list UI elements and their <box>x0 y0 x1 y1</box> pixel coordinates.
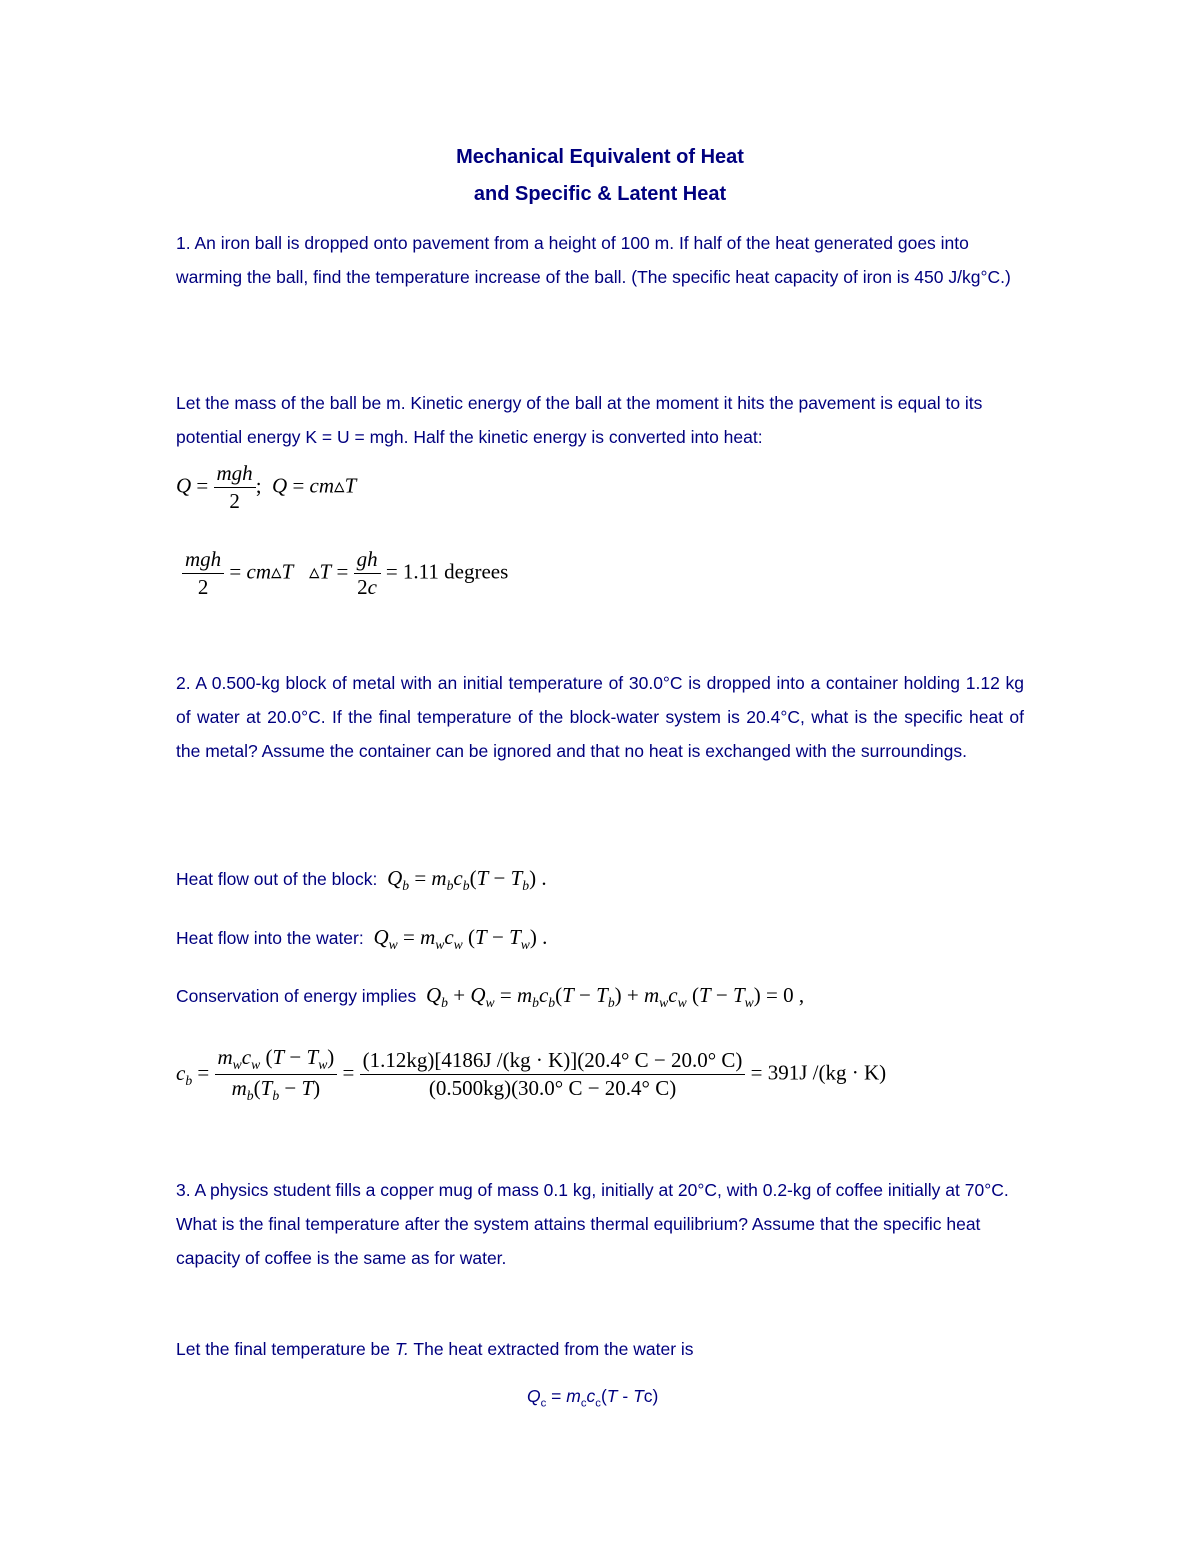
problem-3-solution <box>176 1341 694 1359</box>
conservation-label: Conservation of energy implies <box>176 986 417 1006</box>
equation-heat-from-fall: Q = $\frac{\text{mgh}}{2}$ ; Q = cm▵T <box>176 461 357 514</box>
problem-2-question: 2. A 0.500-kg block of metal with an initial temperature of 30.0°C is dropped into a container holding 1.12 kg of water at 20.0°C. If the final temperature of the block-water system is 20.4°C, what is the specific heat of the metal? Assume the container can be ignored and that no heat is exchanged with the surroundings. <box>176 673 1024 761</box>
heat-into-water: Heat flow into the water: $Q_w = m_wc_w$ $(T - T_w)$ . <box>176 925 548 953</box>
equation-specific-heat: $c_b$ = $\frac{m_wc_w (T - T_w)}{m_b(T_b - T)}$ = $\frac{(1.12kg)[4186J /(kg \cdot K)](20.4^\circ C - 20.0^\circ C)}{(0.500kg)(30.0^\circ C - 20.4^\circ C)}$ = 391J /(kg · K) <box>176 1045 887 1104</box>
temperature-rise-result: 1.11 degrees <box>402 559 509 584</box>
conservation-of-energy: Conservation of energy implies $Q_b + Q_w = m_bc_b(T - T_b) + m_wc_w$ $(T - T_w) = 0$ , <box>176 983 805 1011</box>
solution-variable: T. <box>394 1339 409 1359</box>
equation-heat-extracted: $Q_c = m_cc_c(T - Tc)$ <box>527 1386 659 1410</box>
page-subtitle <box>0 184 1200 204</box>
solution-suffix: The heat extracted from the water is <box>413 1339 694 1359</box>
solution-prefix: Let the final temperature be <box>176 1339 391 1359</box>
specific-heat-result: = 391J /(kg · K) <box>750 1060 887 1085</box>
title-line-1: Mechanical Equivalent of Heat <box>456 146 744 168</box>
heat-out-label: Heat flow out of the block: <box>176 869 378 889</box>
page-title <box>0 147 1200 167</box>
heat-out-of-block: Heat flow out of the block: $Q_b = m_bc_b(T - T_b)$ . <box>176 866 547 894</box>
specific-heat-denominator: (0.500kg)(30.0° C − 20.4° C) <box>428 1076 677 1101</box>
problem-1-solution: Let the mass of the ball be m. Kinetic energy of the ball at the moment it hits the pavement is equal to its potential energy K = U = mgh. Half the kinetic energy is converted into heat: <box>176 393 983 447</box>
heat-in-label: Heat flow into the water: <box>176 928 364 948</box>
title-line-2: and Specific & Latent Heat <box>473 183 727 205</box>
specific-heat-numerator: (1.12kg)[4186J /(kg · K)](20.4° C − 20.0° C) <box>360 1049 746 1075</box>
problem-3-question: 3. A physics student fills a copper mug of mass 0.1 kg, initially at 20°C, with 0.2-kg of coffee initially at 70°C. What is the final temperature after the system attains thermal equilibrium? Assume that the specific heat capacity of coffee is the same as for water. <box>176 1180 1009 1268</box>
equation-temperature-rise: $\frac{\text{mgh}}{2}$ = cm▵T ▵T = $\frac{gh}{2c}$ = 1.11 degrees <box>182 548 508 599</box>
problem-1-question: 1. An iron ball is dropped onto pavement from a height of 100 m. If half of the heat generated goes into warming the ball, find the temperature increase of the ball. (The specific heat capacity of iron is 450 J/kg°C.) <box>176 233 1011 287</box>
